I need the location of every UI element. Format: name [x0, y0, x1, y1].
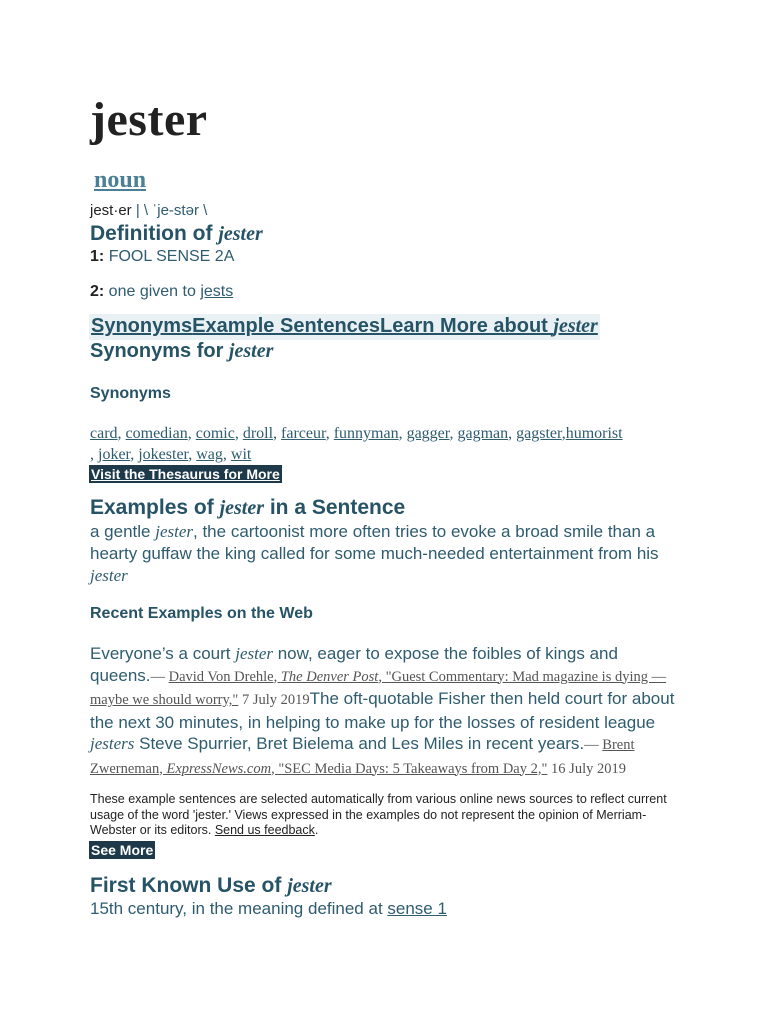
first-known-use-heading	[90, 874, 332, 898]
citation-title: , "Guest Commentary: Mad magazine is dying — maybe we should worry,"	[90, 668, 667, 708]
thesaurus-button[interactable]	[89, 465, 282, 483]
pronunciation	[90, 202, 207, 219]
web-example-text: Steve Spurrier, Bret Bielema and Les Miles in recent years.	[134, 734, 585, 753]
thesaurus-button-label: Visit the Thesaurus for More	[91, 466, 280, 482]
part-of-speech-link[interactable]: noun	[94, 167, 147, 193]
citation-date: 16 July 2019	[547, 760, 626, 777]
example-word: jester	[90, 566, 128, 585]
jests-link[interactable]: jests	[200, 283, 234, 300]
example-sentences	[90, 521, 690, 587]
definition-heading-prefix: Definition of	[90, 222, 219, 245]
ipa: ˈje-stər	[152, 202, 199, 219]
first-known-use-text	[90, 899, 447, 919]
synonyms-subheading: Synonyms	[90, 385, 171, 402]
web-example-word: jester	[235, 644, 273, 663]
sense-1	[90, 248, 234, 266]
synonym-link[interactable]: wag	[196, 446, 223, 463]
synonyms-heading-prefix: Synonyms for	[90, 340, 229, 362]
nav-learn-more-word: jester	[553, 315, 598, 337]
synonym-link[interactable]: droll	[242, 425, 274, 442]
examples-heading	[90, 496, 405, 520]
pron-end: \	[198, 202, 208, 219]
citation-author: David Von Drehle,	[168, 668, 281, 685]
disclaimer-end: .	[314, 823, 319, 837]
citation-date: 7 July 2019	[238, 692, 310, 708]
synonym-link[interactable]: gagger	[406, 425, 450, 442]
synonym-link[interactable]: funnyman	[333, 425, 399, 442]
synonym-link[interactable]: gagster	[516, 425, 562, 442]
nav-example-sentences[interactable]: Example Sentences	[192, 315, 381, 337]
examples-disclaimer	[90, 792, 680, 839]
citation-dash: —	[150, 668, 169, 685]
send-feedback-link[interactable]: Send us feedback	[214, 823, 315, 837]
citation-dash: —	[584, 737, 603, 753]
synonym-link[interactable]: humorist	[565, 425, 623, 442]
synonym-link[interactable]: wit	[230, 446, 252, 463]
synonym-link[interactable]: comedian	[125, 425, 188, 442]
example-word: jester	[155, 522, 194, 541]
web-example-word: jesters	[90, 734, 135, 753]
synonym-link[interactable]: jokester	[138, 446, 189, 463]
web-example-text: The oft-quotable Fisher then held court for about the next 30 minutes, in helping to make up for the losses of resident league	[90, 689, 675, 732]
see-more-label: See More	[91, 842, 154, 858]
synonym-link[interactable]: comic	[195, 425, 235, 442]
sense-2-number: 2:	[90, 283, 105, 300]
section-nav	[89, 314, 600, 340]
examples-heading-suffix: in a Sentence	[264, 496, 406, 519]
syllables: jest·er	[90, 202, 132, 219]
nav-learn-more-label: Learn More about	[380, 315, 554, 337]
examples-heading-prefix: Examples of	[90, 496, 220, 519]
recent-examples-heading: Recent Examples on the Web	[90, 605, 313, 622]
sense-1-link[interactable]: sense 1	[387, 899, 447, 918]
citation-author: Brent Zwerneman,	[90, 737, 635, 777]
synonym-link[interactable]: gagman	[457, 425, 509, 442]
nav-synonyms[interactable]: Synonyms	[91, 315, 193, 337]
see-more-button[interactable]	[89, 841, 155, 859]
synonym-link[interactable]: farceur	[281, 425, 326, 442]
synonym-link[interactable]: joker	[98, 446, 131, 463]
citation-publication: The Denver Post	[280, 668, 379, 685]
synonym-link[interactable]: card	[90, 425, 118, 442]
examples-heading-word: jester	[219, 497, 264, 519]
definition-heading-word: jester	[218, 223, 263, 245]
sense-2	[90, 283, 233, 301]
synonyms-heading-word: jester	[228, 340, 274, 362]
web-example-text: Everyone’s a court	[90, 644, 236, 663]
pron-separator: | \	[131, 202, 153, 219]
sense-1-link[interactable]: FOOL SENSE 2A	[108, 248, 235, 265]
synonym-list: card, comedian, comic, droll, farceur, funnyman, gagger, gagman, gagster,humorist , joker, jokester, wag, wit	[90, 425, 623, 463]
citation-title: , "SEC Media Days: 5 Takeaways from Day 2,"	[271, 760, 548, 777]
sense-1-number: 1:	[90, 248, 105, 265]
synonyms-heading	[90, 340, 273, 363]
example-text: , the cartoonist more often tries to evoke a broad smile than a hearty guffaw the king called for some much-needed entertainment from his	[90, 522, 659, 563]
citation-publication: ExpressNews.com	[166, 760, 272, 777]
recent-examples-body	[90, 643, 680, 780]
first-known-use-heading-word: jester	[287, 875, 332, 897]
first-known-use-description: 15th century, in the meaning defined at	[90, 899, 388, 918]
nav-learn-more[interactable]	[380, 315, 598, 337]
sense-2-text: one given to	[104, 283, 201, 300]
example-text: a gentle	[90, 522, 156, 541]
headword: jester	[90, 93, 208, 146]
definition-heading	[90, 222, 263, 246]
first-known-use-heading-prefix: First Known Use of	[90, 874, 288, 897]
disclaimer-text: These example sentences are selected automatically from various online news sources to reflect current usage of the word 'jester.' Views expressed in the examples do not represent the opinion of Merriam-Webster or its editors.	[90, 792, 667, 837]
web-example-text: now, eager to expose the foibles of kings and queens.	[90, 644, 618, 685]
